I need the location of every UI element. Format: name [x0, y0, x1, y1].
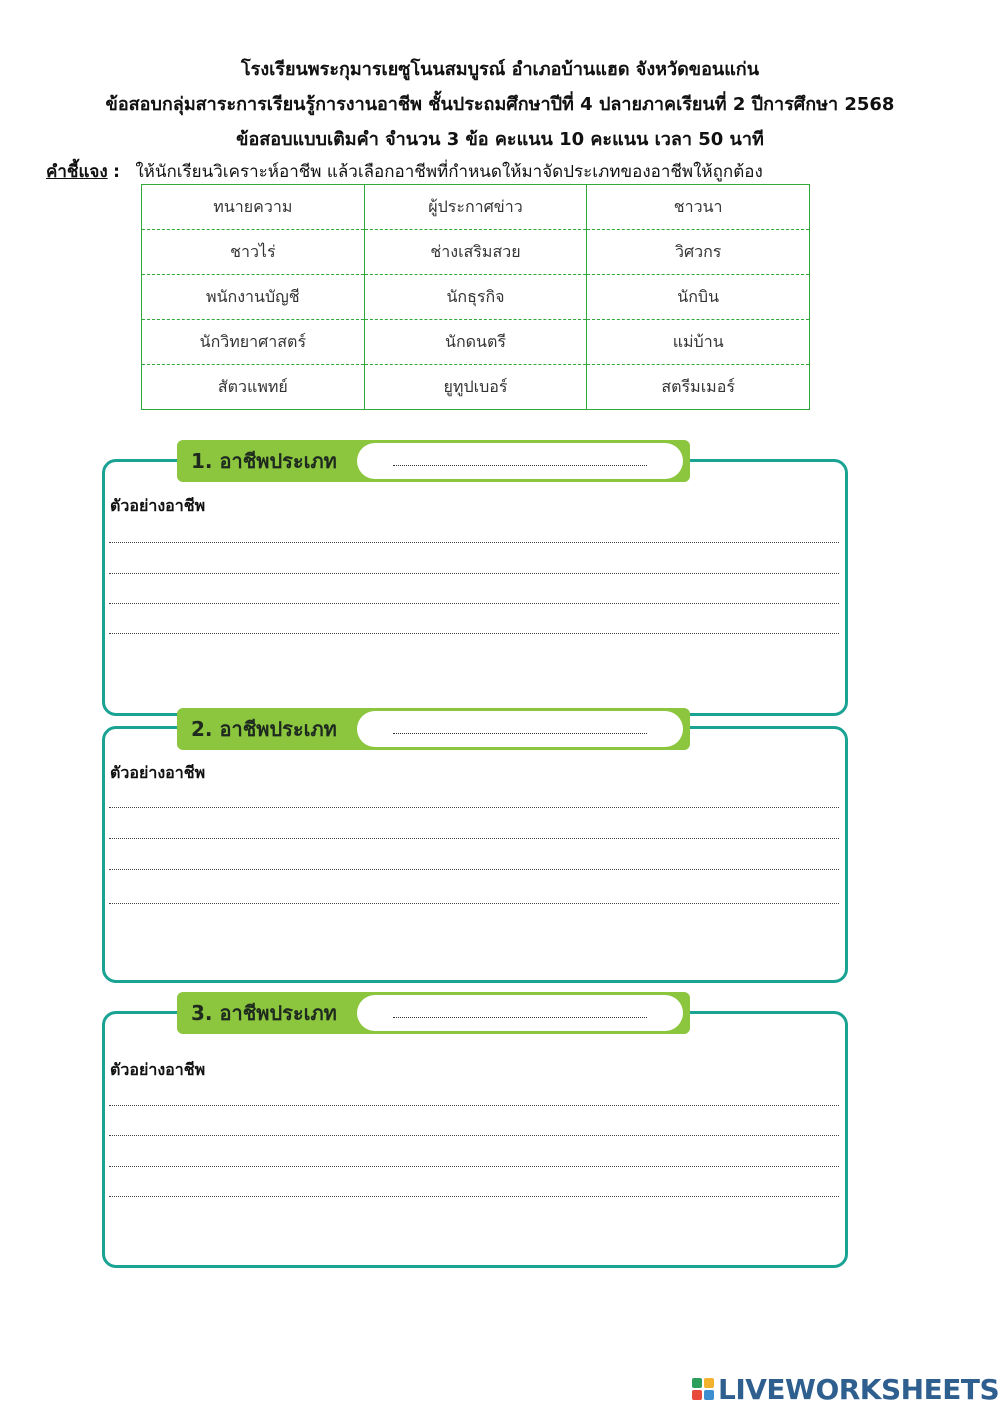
section-title: 3. อาชีพประเภท [191, 1001, 337, 1025]
table-row [142, 185, 810, 230]
occupation-cell: ยูทูปเบอร์ [364, 365, 587, 410]
table-row [142, 230, 810, 275]
school-name-heading: โรงเรียนพระกุมารเยซูโนนสมบูรณ์ อำเภอบ้านแฮด จังหวัดขอนแก่น [241, 59, 759, 80]
answer-line[interactable] [109, 869, 839, 870]
answer-line[interactable] [109, 807, 839, 808]
section-title: 2. อาชีพประเภท [191, 717, 337, 741]
occupation-cell: ชาวไร่ [142, 230, 365, 275]
category-answer-field[interactable] [357, 995, 683, 1031]
liveworksheets-logo [692, 1374, 999, 1404]
answer-line[interactable] [109, 1166, 839, 1167]
occupation-cell: ชาวนา [587, 185, 810, 230]
answer-line[interactable] [109, 573, 839, 574]
instructions-text: ให้นักเรียนวิเคราะห์อาชีพ แล้วเลือกอาชีพที่กำหนดให้มาจัดประเภทของอาชีพให้ถูกต้อง [135, 162, 763, 182]
example-occupation-label: ตัวอย่างอาชีพ [110, 763, 206, 782]
section-1-box [102, 459, 848, 716]
category-answer-field[interactable] [357, 711, 683, 747]
occupation-cell: แม่บ้าน [587, 320, 810, 365]
instructions [46, 158, 763, 185]
occupation-cell: ช่างเสริมสวย [364, 230, 587, 275]
table-row [142, 320, 810, 365]
occupation-cell: สัตวแพทย์ [142, 365, 365, 410]
occupation-cell: นักวิทยาศาสตร์ [142, 320, 365, 365]
section-2-box [102, 726, 848, 983]
category-answer-field[interactable] [357, 443, 683, 479]
occupation-cell: ทนายความ [142, 185, 365, 230]
answer-line[interactable] [109, 1196, 839, 1197]
example-occupation-label: ตัวอย่างอาชีพ [110, 1060, 206, 1079]
instructions-label: คำชี้แจง [46, 162, 108, 182]
answer-line[interactable] [109, 838, 839, 839]
section-title: 1. อาชีพประเภท [191, 449, 337, 473]
occupation-cell: สตรีมเมอร์ [587, 365, 810, 410]
section-3-box [102, 1011, 848, 1268]
answer-line[interactable] [109, 1105, 839, 1106]
exam-subject-heading: ข้อสอบกลุ่มสาระการเรียนรู้การงานอาชีพ ชั้นประถมศึกษาปีที่ 4 ปลายภาคเรียนที่ 2 ปีการศึกษา 2568 [105, 94, 895, 115]
occupation-cell: นักดนตรี [364, 320, 587, 365]
liveworksheets-logo-icon [692, 1378, 714, 1400]
section-2-header [177, 708, 690, 750]
table-row [142, 275, 810, 320]
answer-line[interactable] [109, 542, 839, 543]
section-1-header [177, 440, 690, 482]
example-occupation-label: ตัวอย่างอาชีพ [110, 496, 206, 515]
instructions-colon: : [113, 162, 120, 182]
table-row [142, 365, 810, 410]
answer-line[interactable] [109, 1135, 839, 1136]
occupation-cell: นักธุรกิจ [364, 275, 587, 320]
answer-line[interactable] [109, 633, 839, 634]
occupation-cell: นักบิน [587, 275, 810, 320]
answer-line[interactable] [109, 603, 839, 604]
section-3-header [177, 992, 690, 1034]
occupation-cell: ผู้ประกาศข่าว [364, 185, 587, 230]
occupation-cell: วิศวกร [587, 230, 810, 275]
occupation-cell: พนักงานบัญชี [142, 275, 365, 320]
answer-line[interactable] [109, 903, 839, 904]
liveworksheets-logo-text: LIVEWORKSHEETS [718, 1372, 1000, 1406]
occupation-table [141, 184, 810, 410]
exam-format-heading: ข้อสอบแบบเติมคำ จำนวน 3 ข้อ คะแนน 10 คะแนน เวลา 50 นาที [236, 129, 764, 150]
